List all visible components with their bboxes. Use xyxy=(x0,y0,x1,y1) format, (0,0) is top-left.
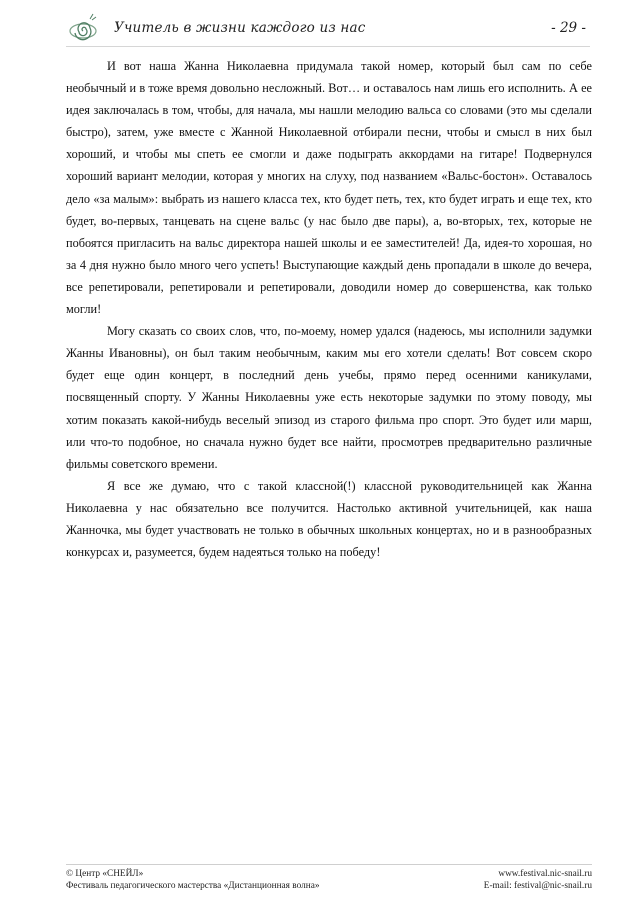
paragraph-1: И вот наша Жанна Николаевна придумала такой номер, который был сам по себе необычный и в тоже время довольно несложный. Вот… и оставалось нам лишь его исполнить. А ее идея заключалась в том, чтобы, для начала, мы нашли мелодию вальса со словами (это мы сделали быстро), затем, уже вместе с Жанной Николаевной отбирали песни, чтобы и смысл в них был хороший, и чтобы мы спеть ее смогли и даже подыграть аккордами на гитаре! Подвернулся хороший вариант мелодии, которая у многих на слуху, под названием «Вальс-бостон». Оставалось дело «за малым»: выбрать из нашего класса тех, кто будет петь, тех, кто будет играть и еще тех, кто будет, во-первых, танцевать на сцене вальс (у нас было две пары), а, во-вторых, тех, которые не побоятся пригласить на вальс директора нашей школы и ее заместителей! Да, идея-то хорошая, но за 4 дня нужно было много чего успеть! Выступающие каждый день пропадали в школе до вечера, все репетировали, репетировали и репетировали, доводили номер до совершенства, как только могли! xyxy=(66,59,592,317)
footer-left xyxy=(66,869,320,892)
footer-festival-name: Фестиваль педагогического мастерства «Дистанционная волна» xyxy=(66,880,320,891)
footer-email-link[interactable]: E-mail: festival@nic-snail.ru xyxy=(483,880,592,891)
header-title: Учитель в жизни каждого из нас xyxy=(114,20,366,36)
article-body xyxy=(66,55,592,563)
footer-copyright: © Центр «СНЕЙЛ» xyxy=(66,869,144,879)
paragraph-3: Я все же думаю, что с такой классной(!) классной руководительницей как Жанна Николаевна у нас обязательно все получится. Настолько активной учительницей, как наша Жанночка, мы будет участвовать не только в обычных школьных концертах, но и в разнообразных конкурсах и, разумеется, будем надеяться только на победу! xyxy=(66,478,592,560)
page-footer xyxy=(66,864,592,891)
footer-right xyxy=(484,869,592,892)
footer-website-link[interactable]: www.festival.nic-snail.ru xyxy=(498,869,592,879)
page-number: - 29 - xyxy=(551,20,586,36)
snail-logo-icon xyxy=(68,11,98,41)
paragraph-2: Могу сказать со своих слов, что, по-моему, номер удался (надеюсь, мы исполнили задумки Жанны Ивановны), он был таким необычным, каким мы его хотели сделать! Вот совсем скоро будет еще один концерт, в последний день учебы, прямо перед осенними каникулами, посвященный спорту. У Жанны Николаевны уже есть некоторые задумки по этому поводу, мы хотим показать какой-нибудь веселый эпизод из старого фильма про спорт. Это будет или марш, или что-то подобное, но сначала нужно будет все найти, просмотрев предварительно различные фильмы советского времени. xyxy=(66,324,592,471)
page-header xyxy=(66,10,590,47)
